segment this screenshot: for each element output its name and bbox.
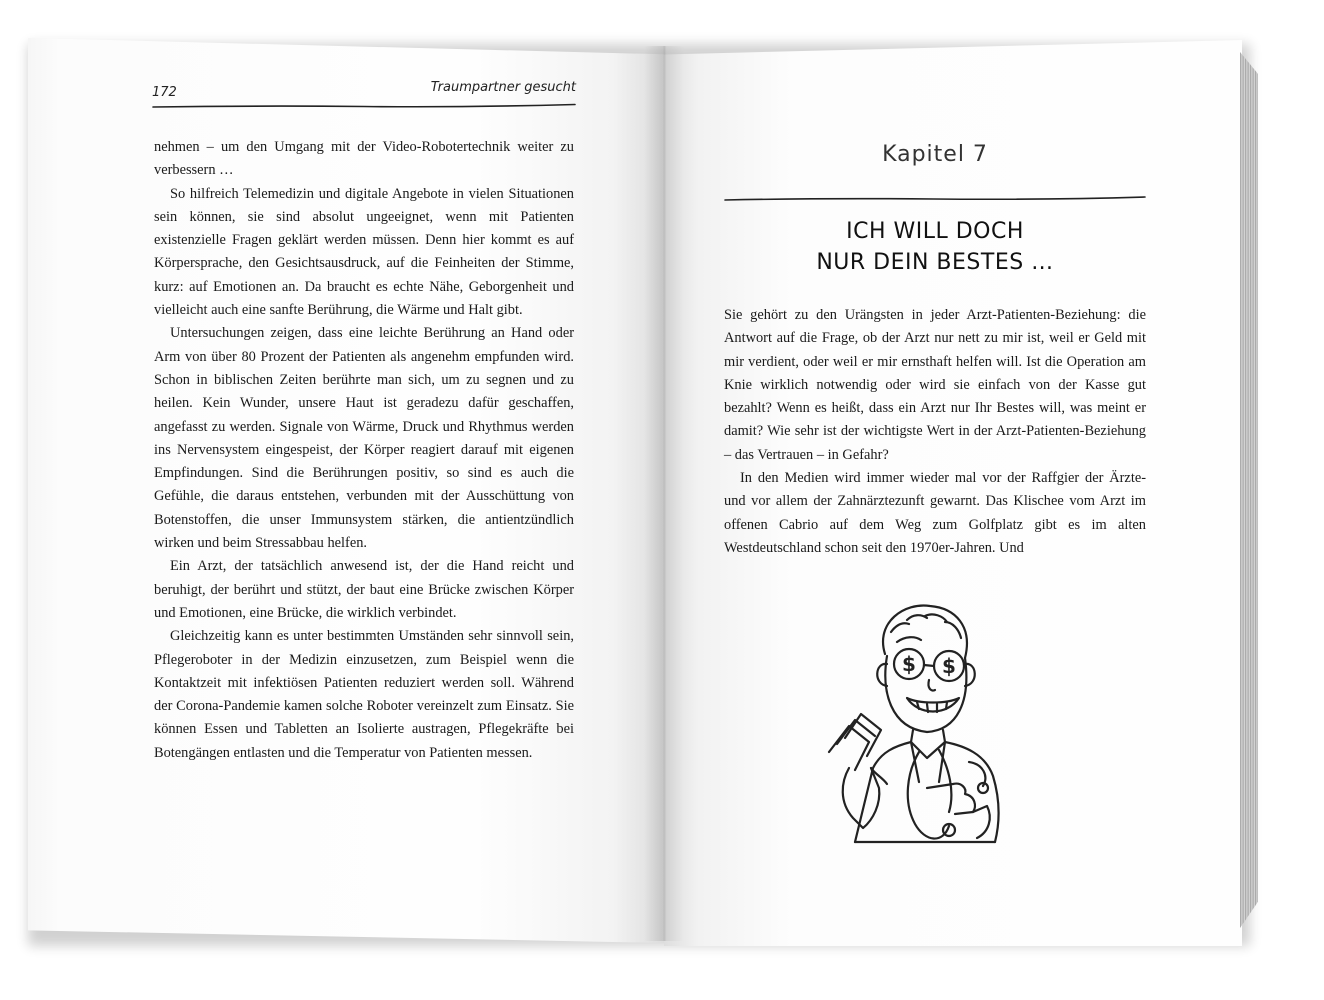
paragraph: Ein Arzt, der tatsächlich anwesend ist, der die Hand reicht und beruhigt, der berührt und stützt, der baut eine Brücke zwischen Körper und Emotionen, eine Brücke, die wirklich verbindet. (154, 558, 574, 621)
dollar-sign-left: $ (902, 652, 916, 676)
left-page-header (152, 80, 576, 102)
paragraph: In den Medien wird immer wieder mal vor der Raffgier der Ärzte- und vor allem der Zahnärztezunft gewarnt. Das Klischee vom Arzt im offenen Cabrio auf dem Weg zum Golfplatz gibt es im alten Westdeutschland schon seit den 1970er-Jahren. Und (724, 470, 1146, 556)
page-edges (1240, 52, 1258, 928)
chapter-title-line: NUR DEIN BESTES … (816, 250, 1054, 275)
right-page-body (724, 304, 1146, 560)
paragraph: Sie gehört zu den Urängsten in jeder Arzt-Patienten-Beziehung: die Antwort auf die Frage, ob der Arzt nur nett zu mir ist, weil er Geld mit mir verdient, oder weil er mir ernsthaft helfen will. Ist die Operation am Knie wirklich notwendig oder wird sie einfach von der Kasse gut bezahlt? Wenn es heißt, dass ein Arzt nur Ihr Bestes will, was meint er damit? Wie sehr ist der wichtigste Wert in der Arzt-Patienten-Beziehung – das Vertrauen – in Gefahr? (724, 307, 1146, 463)
paragraph: Gleichzeitig kann es unter bestimmten Umständen sehr sinnvoll sein, Pflegeroboter in der Medizin einzusetzen, zum Beispiel wenn die Kontaktzeit mit infektiösen Patienten reduziert werden soll. Während der Corona-Pandemie kamen solche Roboter vereinzelt zum Einsatz. Sie können Essen und Tabletten an Isolierte austragen, Pflegekräfte bei Botengängen entlasten und die Temperatur von Patienten messen. (154, 628, 574, 761)
paragraph: nehmen – um den Umgang mit der Video-Robotertechnik weiter zu verbessern … (154, 139, 574, 179)
chapter-rule (724, 194, 1146, 204)
paragraph: So hilfreich Telemedizin und digitale Angebote in vielen Situationen sein können, sie sind absolut ungeeignet, wenn mit Patienten existenzielle Fragen geklärt werden müssen. Denn hier kommt es auf Körpersprache, den Gesichtsausdruck, auf die Feinheiten der Stimme, kurz: auf Emotionen an. Da braucht es echte Nähe, Geborgenheit und vielleicht auch eine sanfte Berührung, die Wärme und Halt gibt. (154, 185, 574, 319)
greedy-doctor-illustration (815, 592, 1025, 862)
chapter-title-line: ICH WILL DOCH (846, 219, 1024, 244)
page-number: 172 (152, 85, 177, 100)
left-page-body (154, 136, 574, 765)
book-gutter (644, 46, 684, 941)
header-rule (152, 102, 576, 110)
paragraph: Untersuchungen zeigen, dass eine leichte Berührung an Hand oder Arm von über 80 Prozent der Patienten als angenehm empfunden wird. Schon in biblischen Zeiten berührte man sich, um zu segnen und zu heilen. Kein Wunder, unsere Haut ist geradezu dafür geschaffen, angefasst zu werden. Signale von Wärme, Druck und Rhythmus werden ins Nervensystem eingespeist, der Körper reagiert darauf mit eigenen Empfindungen. Sind die Berührungen positiv, so sind es auch die Gefühle, die daraus entstehen, verbunden mit der Ausschüttung von Botenstoffen, die unser Immunsystem stärken, die antientzündlich wirken und beim Stressabbau helfen. (154, 325, 574, 552)
chapter-title (724, 216, 1146, 278)
dollar-sign-right: $ (942, 654, 956, 678)
running-head: Traumpartner gesucht (430, 80, 576, 95)
chapter-label: Kapitel 7 (882, 142, 988, 167)
